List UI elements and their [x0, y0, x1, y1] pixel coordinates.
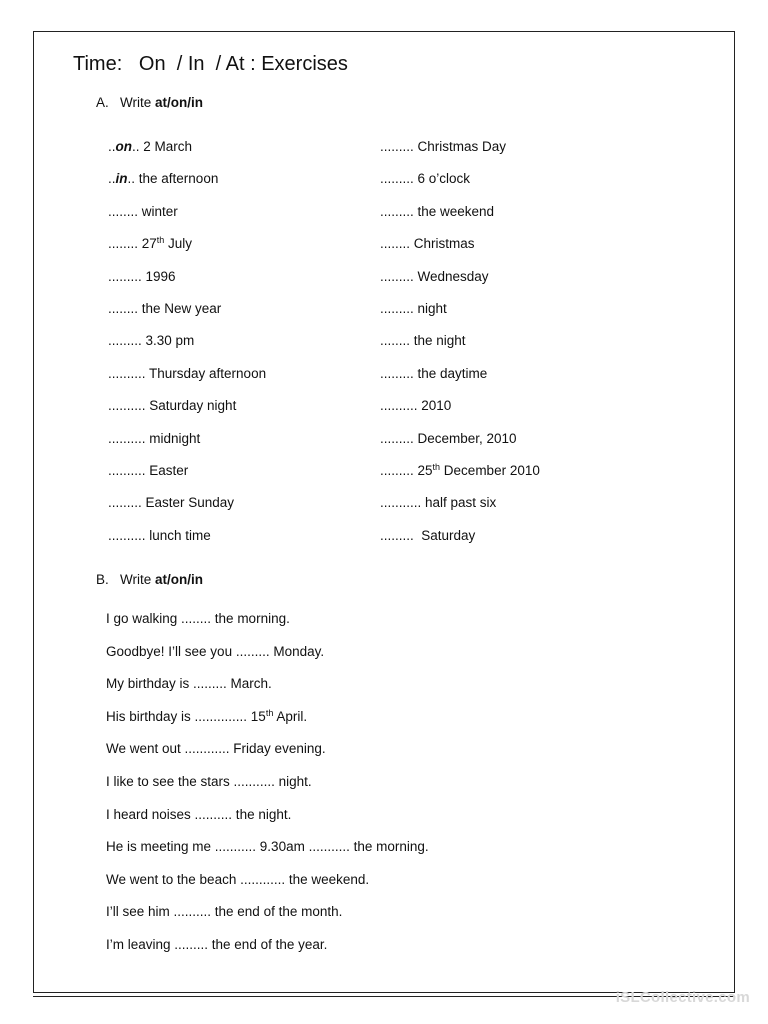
exercise-a-right-item-pre: ......... 25 — [380, 463, 433, 478]
exercise-a-right-item-pre: .......... 2010 — [380, 398, 452, 414]
exercise-b-sentence-pre: I’ll see him .......... the end of the month. — [106, 904, 343, 920]
section-b-instruction-bold: at/on/in — [155, 572, 204, 587]
exercise-b-sentence-pre: Goodbye! I’ll see you ......... Monday. — [106, 643, 325, 659]
exercise-a-left-item-pre: ........ winter — [108, 203, 178, 219]
exercise-a-right-item-pre: ......... Christmas Day — [380, 139, 507, 154]
exercise-a-right-item — [380, 236, 475, 252]
exercise-a-left-item-pre: .. — [108, 171, 116, 187]
exercise-a-left-item — [108, 333, 194, 349]
exercise-a-right-item — [380, 269, 489, 285]
section-a-instruction: Write — [120, 95, 156, 110]
exercise-b-sentence-pre: We went out ............ Friday evening. — [106, 741, 326, 757]
exercise-b-sentence-pre: I’m leaving ......... the end of the year. — [106, 937, 328, 952]
exercise-b-sentence — [106, 937, 327, 953]
exercise-a-left-item-pre: .. — [108, 139, 116, 154]
exercise-a-left-item — [108, 528, 211, 544]
exercise-a-right-item-pre: ......... 6 o’clock — [380, 171, 471, 187]
exercise-b-sentence — [106, 872, 369, 888]
section-b-instruction: Write — [120, 572, 156, 587]
exercise-b-sentence-pre: I go walking ........ the morning. — [106, 611, 290, 626]
exercise-a-right-item-pre: ......... Saturday — [380, 527, 476, 543]
exercise-b-sentence — [106, 644, 324, 660]
exercise-b-sentence-pre: I like to see the stars ........... night. — [106, 774, 312, 789]
section-a-heading — [96, 95, 203, 110]
exercise-b-sentence — [106, 904, 342, 920]
exercise-a-left-item-pre: ......... 3.30 pm — [108, 333, 195, 349]
exercise-a-left-item-pre: ......... Easter Sunday — [108, 495, 235, 511]
section-b-letter: B. — [96, 572, 109, 587]
exercise-a-right-item — [380, 301, 447, 317]
exercise-a-right-item — [380, 495, 496, 511]
exercise-b-sentence — [106, 839, 429, 855]
exercise-a-left-item-ans: on — [115, 139, 133, 154]
worksheet-title: Time: On / In / At : Exercises — [73, 53, 348, 75]
exercise-a-left-item-pre: .......... Easter — [108, 463, 189, 478]
exercise-a-left-item — [108, 463, 188, 479]
exercise-a-left-item — [108, 139, 192, 155]
exercise-b-sentence-pre: We went to the beach ............ the weekend. — [106, 871, 370, 887]
exercise-b-sentence-pre: My birthday is ......... March. — [106, 676, 272, 692]
exercise-a-left-item-pre: ........ the New year — [108, 301, 222, 316]
exercise-b-sentence — [106, 709, 307, 725]
exercise-a-right-item — [380, 204, 494, 220]
exercise-a-left-item — [108, 398, 236, 414]
exercise-a-left-item — [108, 431, 200, 447]
exercise-a-left-item-pre: .......... lunch time — [108, 527, 211, 543]
exercise-b-sentence-pre: He is meeting me ........... 9.30am ........... the morning. — [106, 839, 429, 855]
exercise-a-right-item-pre: ......... night — [380, 301, 447, 316]
exercise-b-sentence-pre: I heard noises .......... the night. — [106, 806, 292, 822]
exercise-a-left-item-pre: ......... 1996 — [108, 268, 176, 284]
exercise-b-sentence — [106, 741, 326, 757]
exercise-a-left-item — [108, 269, 176, 285]
exercise-a-right-item-post: December 2010 — [440, 463, 540, 478]
exercise-a-right-item-pre: ......... Wednesday — [380, 268, 489, 284]
exercise-a-right-item — [380, 431, 517, 447]
exercise-b-sentence — [106, 774, 312, 790]
exercise-a-right-item — [380, 171, 470, 187]
section-b-heading — [96, 572, 203, 587]
exercise-a-left-item-sup: th — [156, 235, 165, 246]
section-a-letter: A. — [96, 95, 109, 110]
exercise-a-left-item-post: July — [164, 236, 193, 252]
exercise-a-right-item — [380, 398, 451, 414]
exercise-a-right-item-pre: ........ Christmas — [380, 236, 475, 252]
exercise-a-right-item — [380, 528, 475, 544]
exercise-a-left-item-pre: ........ 27 — [108, 236, 157, 252]
exercise-a-right-item-pre: ......... the weekend — [380, 203, 495, 219]
exercise-a-left-item — [108, 495, 234, 511]
exercise-a-left-item-pre: .......... Thursday afternoon — [108, 365, 267, 381]
exercise-a-left-item — [108, 301, 221, 317]
exercise-a-left-item — [108, 171, 218, 187]
exercise-a-right-item — [380, 139, 506, 155]
exercise-a-right-item-pre: ......... December, 2010 — [380, 430, 517, 446]
exercise-a-left-item-pre: .......... midnight — [108, 430, 201, 446]
exercise-b-sentence — [106, 676, 272, 692]
exercise-a-right-item — [380, 333, 466, 349]
exercise-a-right-item — [380, 463, 540, 479]
exercise-a-left-item — [108, 236, 192, 252]
exercise-b-sentence — [106, 611, 290, 627]
exercise-a-left-item — [108, 366, 266, 382]
exercise-b-sentence — [106, 807, 291, 823]
exercise-a-right-item-pre: ......... the daytime — [380, 365, 488, 381]
exercise-a-left-item-post: .. the afternoon — [127, 171, 219, 187]
exercise-a-right-item-sup: th — [432, 462, 441, 472]
exercise-a-right-item-pre: ........ the night — [380, 333, 466, 349]
section-a-instruction-bold: at/on/in — [155, 95, 204, 110]
exercise-b-sentence-post: April. — [273, 708, 308, 724]
exercise-a-left-item-pre: .......... Saturday night — [108, 398, 237, 414]
exercise-a-left-item-ans: in — [115, 171, 128, 187]
watermark: iSLCollective.com — [615, 989, 750, 1006]
exercise-b-sentence-sup: th — [265, 707, 274, 718]
exercise-a-right-item — [380, 366, 487, 382]
exercise-a-left-item-post: .. 2 March — [132, 139, 193, 154]
exercise-a-right-item-pre: ........... half past six — [380, 495, 497, 511]
exercise-b-sentence-pre: His birthday is .............. 15 — [106, 708, 266, 724]
exercise-a-left-item — [108, 204, 178, 220]
